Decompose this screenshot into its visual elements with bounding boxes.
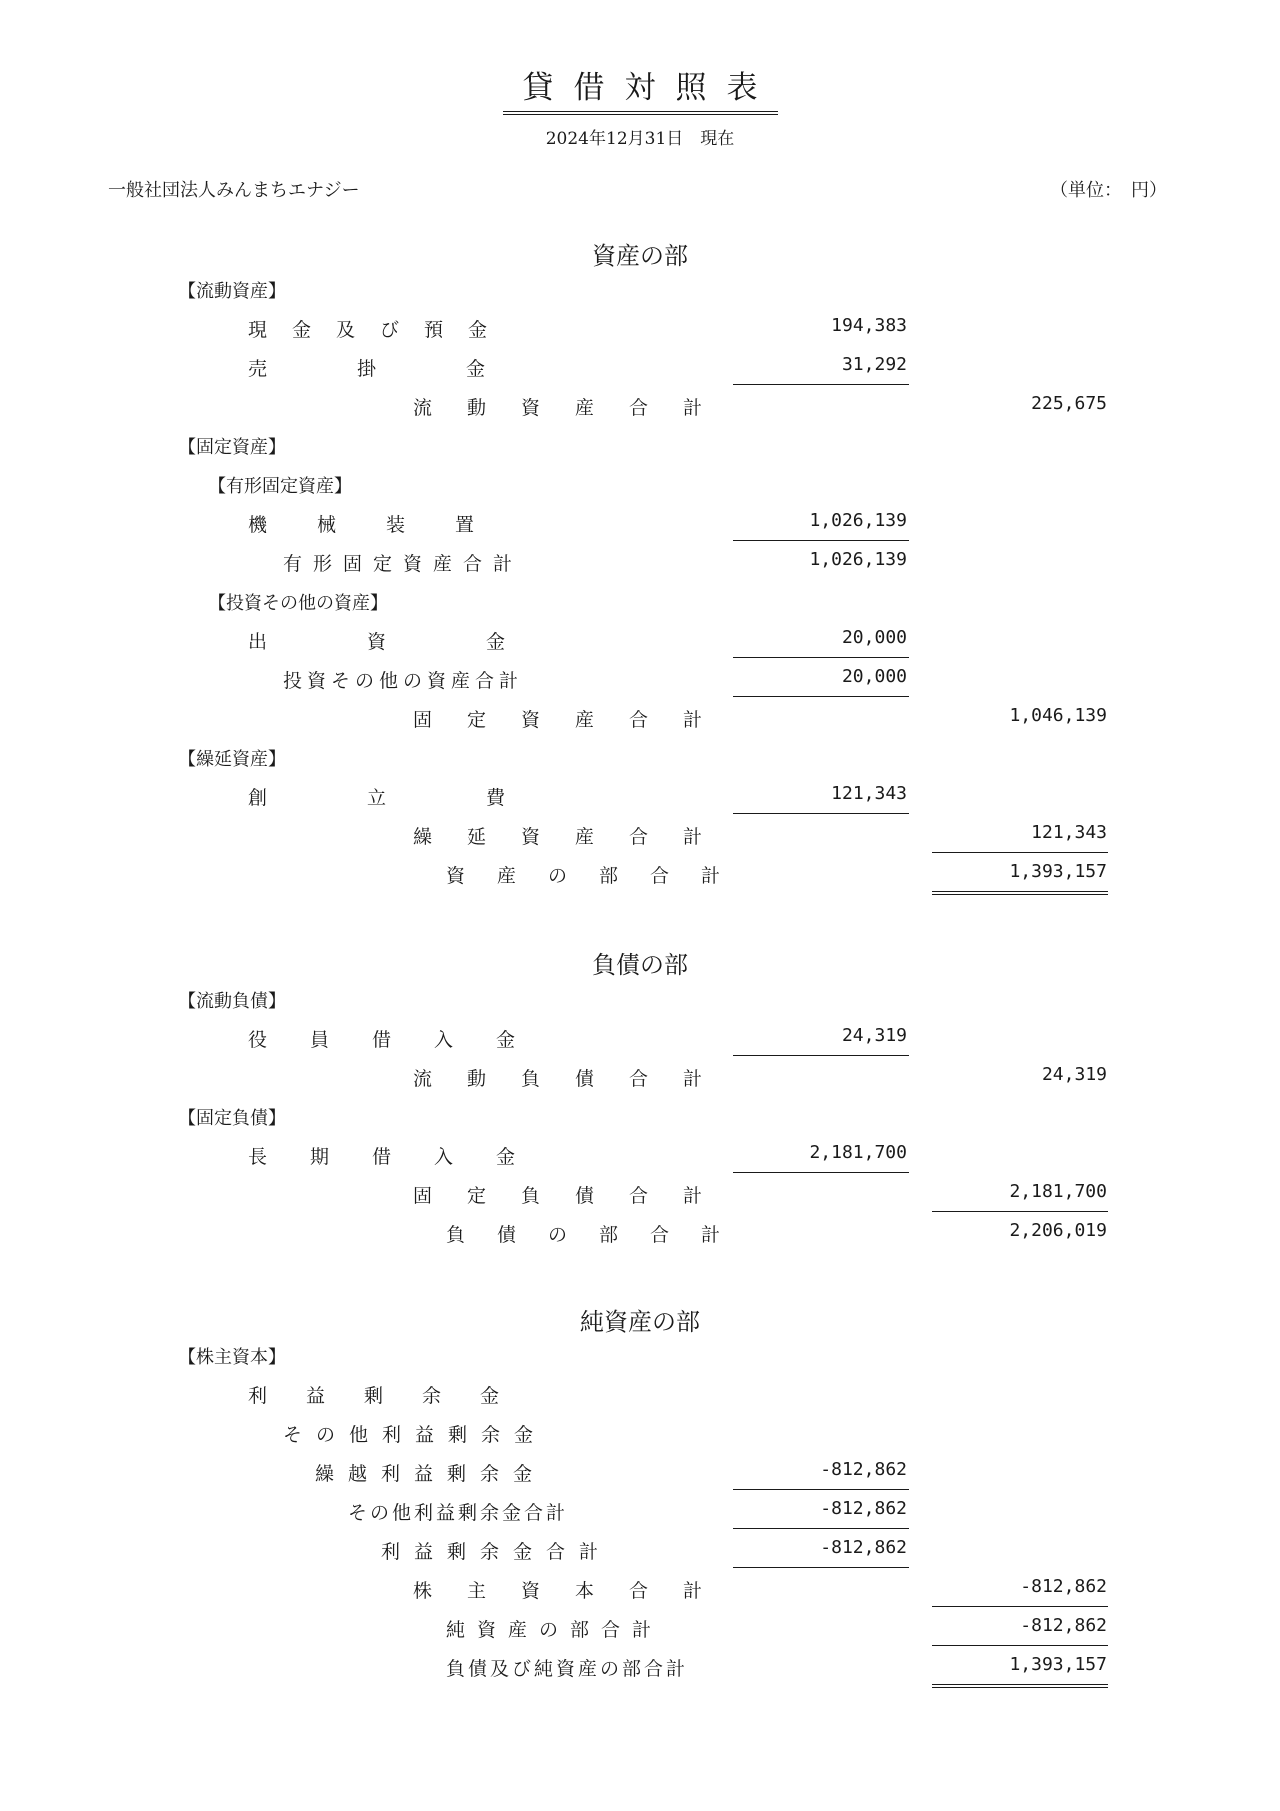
line-item-contribution — [0, 619, 1280, 659]
document-title: 貸借対照表 — [0, 62, 1280, 115]
retained-earnings-heading — [0, 1373, 1280, 1413]
retained-earnings-total — [0, 1529, 1280, 1569]
total-label: 固定負債合計 — [413, 1185, 738, 1207]
total-amount: 24,319 — [1041, 1064, 1107, 1085]
other-retained-earnings-heading — [0, 1412, 1280, 1452]
line-amount: 20,000 — [841, 627, 907, 648]
group-label: 【有形固定資産】 — [208, 476, 352, 497]
investment-assets-group — [0, 580, 1280, 620]
total-label: その他利益剰余金合計 — [348, 1502, 569, 1524]
total-label: 有形固定資産合計 — [283, 553, 524, 575]
current-assets-group — [0, 268, 1280, 308]
fixed-assets-total — [0, 697, 1280, 737]
group-label: 【流動資産】 — [178, 281, 286, 302]
currency-unit: （単位： 円） — [1050, 180, 1167, 201]
line-label: 出資金 — [248, 631, 606, 653]
line-item-officer-loan — [0, 1017, 1280, 1057]
tangible-assets-total — [0, 541, 1280, 581]
total-label: 負債及び純資産の部合計 — [446, 1658, 689, 1680]
current-liabilities-group — [0, 978, 1280, 1018]
total-label: 投資その他の資産合計 — [283, 670, 524, 692]
group-label: 【流動負債】 — [178, 991, 286, 1012]
line-label: 長期借入金 — [248, 1146, 559, 1168]
line-item-long-term-loan — [0, 1134, 1280, 1174]
total-amount: 225,675 — [1031, 393, 1107, 414]
line-label: 創立費 — [248, 787, 606, 809]
line-label: 繰越利益剰余金 — [315, 1463, 547, 1485]
total-label: 繰延資産合計 — [413, 826, 738, 848]
investment-assets-total — [0, 658, 1280, 698]
current-liabilities-total — [0, 1056, 1280, 1096]
line-amount: 121,343 — [831, 783, 907, 804]
total-label: 固定資産合計 — [413, 709, 738, 731]
assets-section-heading: 資産の部 — [592, 242, 688, 270]
deferred-assets-total — [0, 814, 1280, 854]
net-assets-section-heading: 純資産の部 — [580, 1308, 700, 1336]
group-label: 【繰延資産】 — [178, 749, 286, 770]
total-amount: 2,181,700 — [1009, 1181, 1107, 1202]
total-amount: -812,862 — [820, 1537, 907, 1558]
fixed-liabilities-total — [0, 1173, 1280, 1213]
line-item-carried-forward — [0, 1451, 1280, 1491]
total-label: 純資産の部合計 — [446, 1619, 664, 1641]
line-item-receivables — [0, 346, 1280, 386]
group-label: 【固定資産】 — [178, 437, 286, 458]
total-amount: 20,000 — [841, 666, 907, 687]
line-label: 利益剰余金 — [248, 1385, 539, 1407]
total-amount: 1,046,139 — [1009, 705, 1107, 726]
fixed-liabilities-group — [0, 1095, 1280, 1135]
total-label: 資産の部合計 — [446, 865, 753, 887]
total-amount: 121,343 — [1031, 822, 1107, 843]
line-amount: 2,181,700 — [809, 1142, 907, 1163]
deferred-assets-group — [0, 736, 1280, 776]
line-amount: 194,383 — [831, 315, 907, 336]
line-item-cash — [0, 307, 1280, 347]
line-amount: -812,862 — [820, 1459, 907, 1480]
total-amount: 1,393,157 — [1009, 1654, 1107, 1675]
double-total-rule — [932, 891, 1108, 895]
liabilities-section-heading: 負債の部 — [592, 951, 688, 979]
current-assets-total — [0, 385, 1280, 425]
group-label: 【固定負債】 — [178, 1108, 286, 1129]
tangible-assets-group — [0, 463, 1280, 503]
shareholders-equity-group — [0, 1334, 1280, 1374]
line-item-machinery — [0, 502, 1280, 542]
group-label: 【投資その他の資産】 — [208, 593, 388, 614]
line-label: その他利益剰余金 — [283, 1424, 548, 1446]
line-label: 役員借入金 — [248, 1029, 559, 1051]
other-retained-earnings-total — [0, 1490, 1280, 1530]
total-amount: -812,862 — [1020, 1615, 1107, 1636]
organization-name: 一般社団法人みんまちエナジー — [108, 180, 360, 201]
total-amount: -812,862 — [1020, 1576, 1107, 1597]
group-label: 【株主資本】 — [178, 1347, 286, 1368]
fixed-assets-group — [0, 424, 1280, 464]
shareholders-equity-total — [0, 1568, 1280, 1608]
line-amount: 31,292 — [841, 354, 907, 375]
line-amount: 1,026,139 — [809, 510, 907, 531]
line-label: 機械装置 — [248, 514, 525, 536]
liabilities-section-total — [0, 1212, 1280, 1252]
total-label: 利益剰余金合計 — [381, 1541, 613, 1563]
total-amount: 1,393,157 — [1009, 861, 1107, 882]
balance-sheet-date: 2024年12月31日 現在 — [545, 129, 735, 149]
assets-section-total — [0, 853, 1280, 893]
line-amount: 24,319 — [841, 1025, 907, 1046]
line-label: 売掛金 — [248, 358, 576, 380]
line-label: 現金及び預金 — [248, 319, 513, 341]
total-amount: -812,862 — [820, 1498, 907, 1519]
total-amount: 1,026,139 — [809, 549, 907, 570]
total-label: 株主資本合計 — [413, 1580, 738, 1602]
line-item-organization-cost — [0, 775, 1280, 815]
double-total-rule — [932, 1684, 1108, 1688]
total-label: 流動負債合計 — [413, 1068, 738, 1090]
liabilities-and-net-assets-total — [0, 1646, 1280, 1686]
total-amount: 2,206,019 — [1009, 1220, 1107, 1241]
total-label: 負債の部合計 — [446, 1224, 753, 1246]
total-label: 流動資産合計 — [413, 397, 738, 419]
net-assets-section-total — [0, 1607, 1280, 1647]
